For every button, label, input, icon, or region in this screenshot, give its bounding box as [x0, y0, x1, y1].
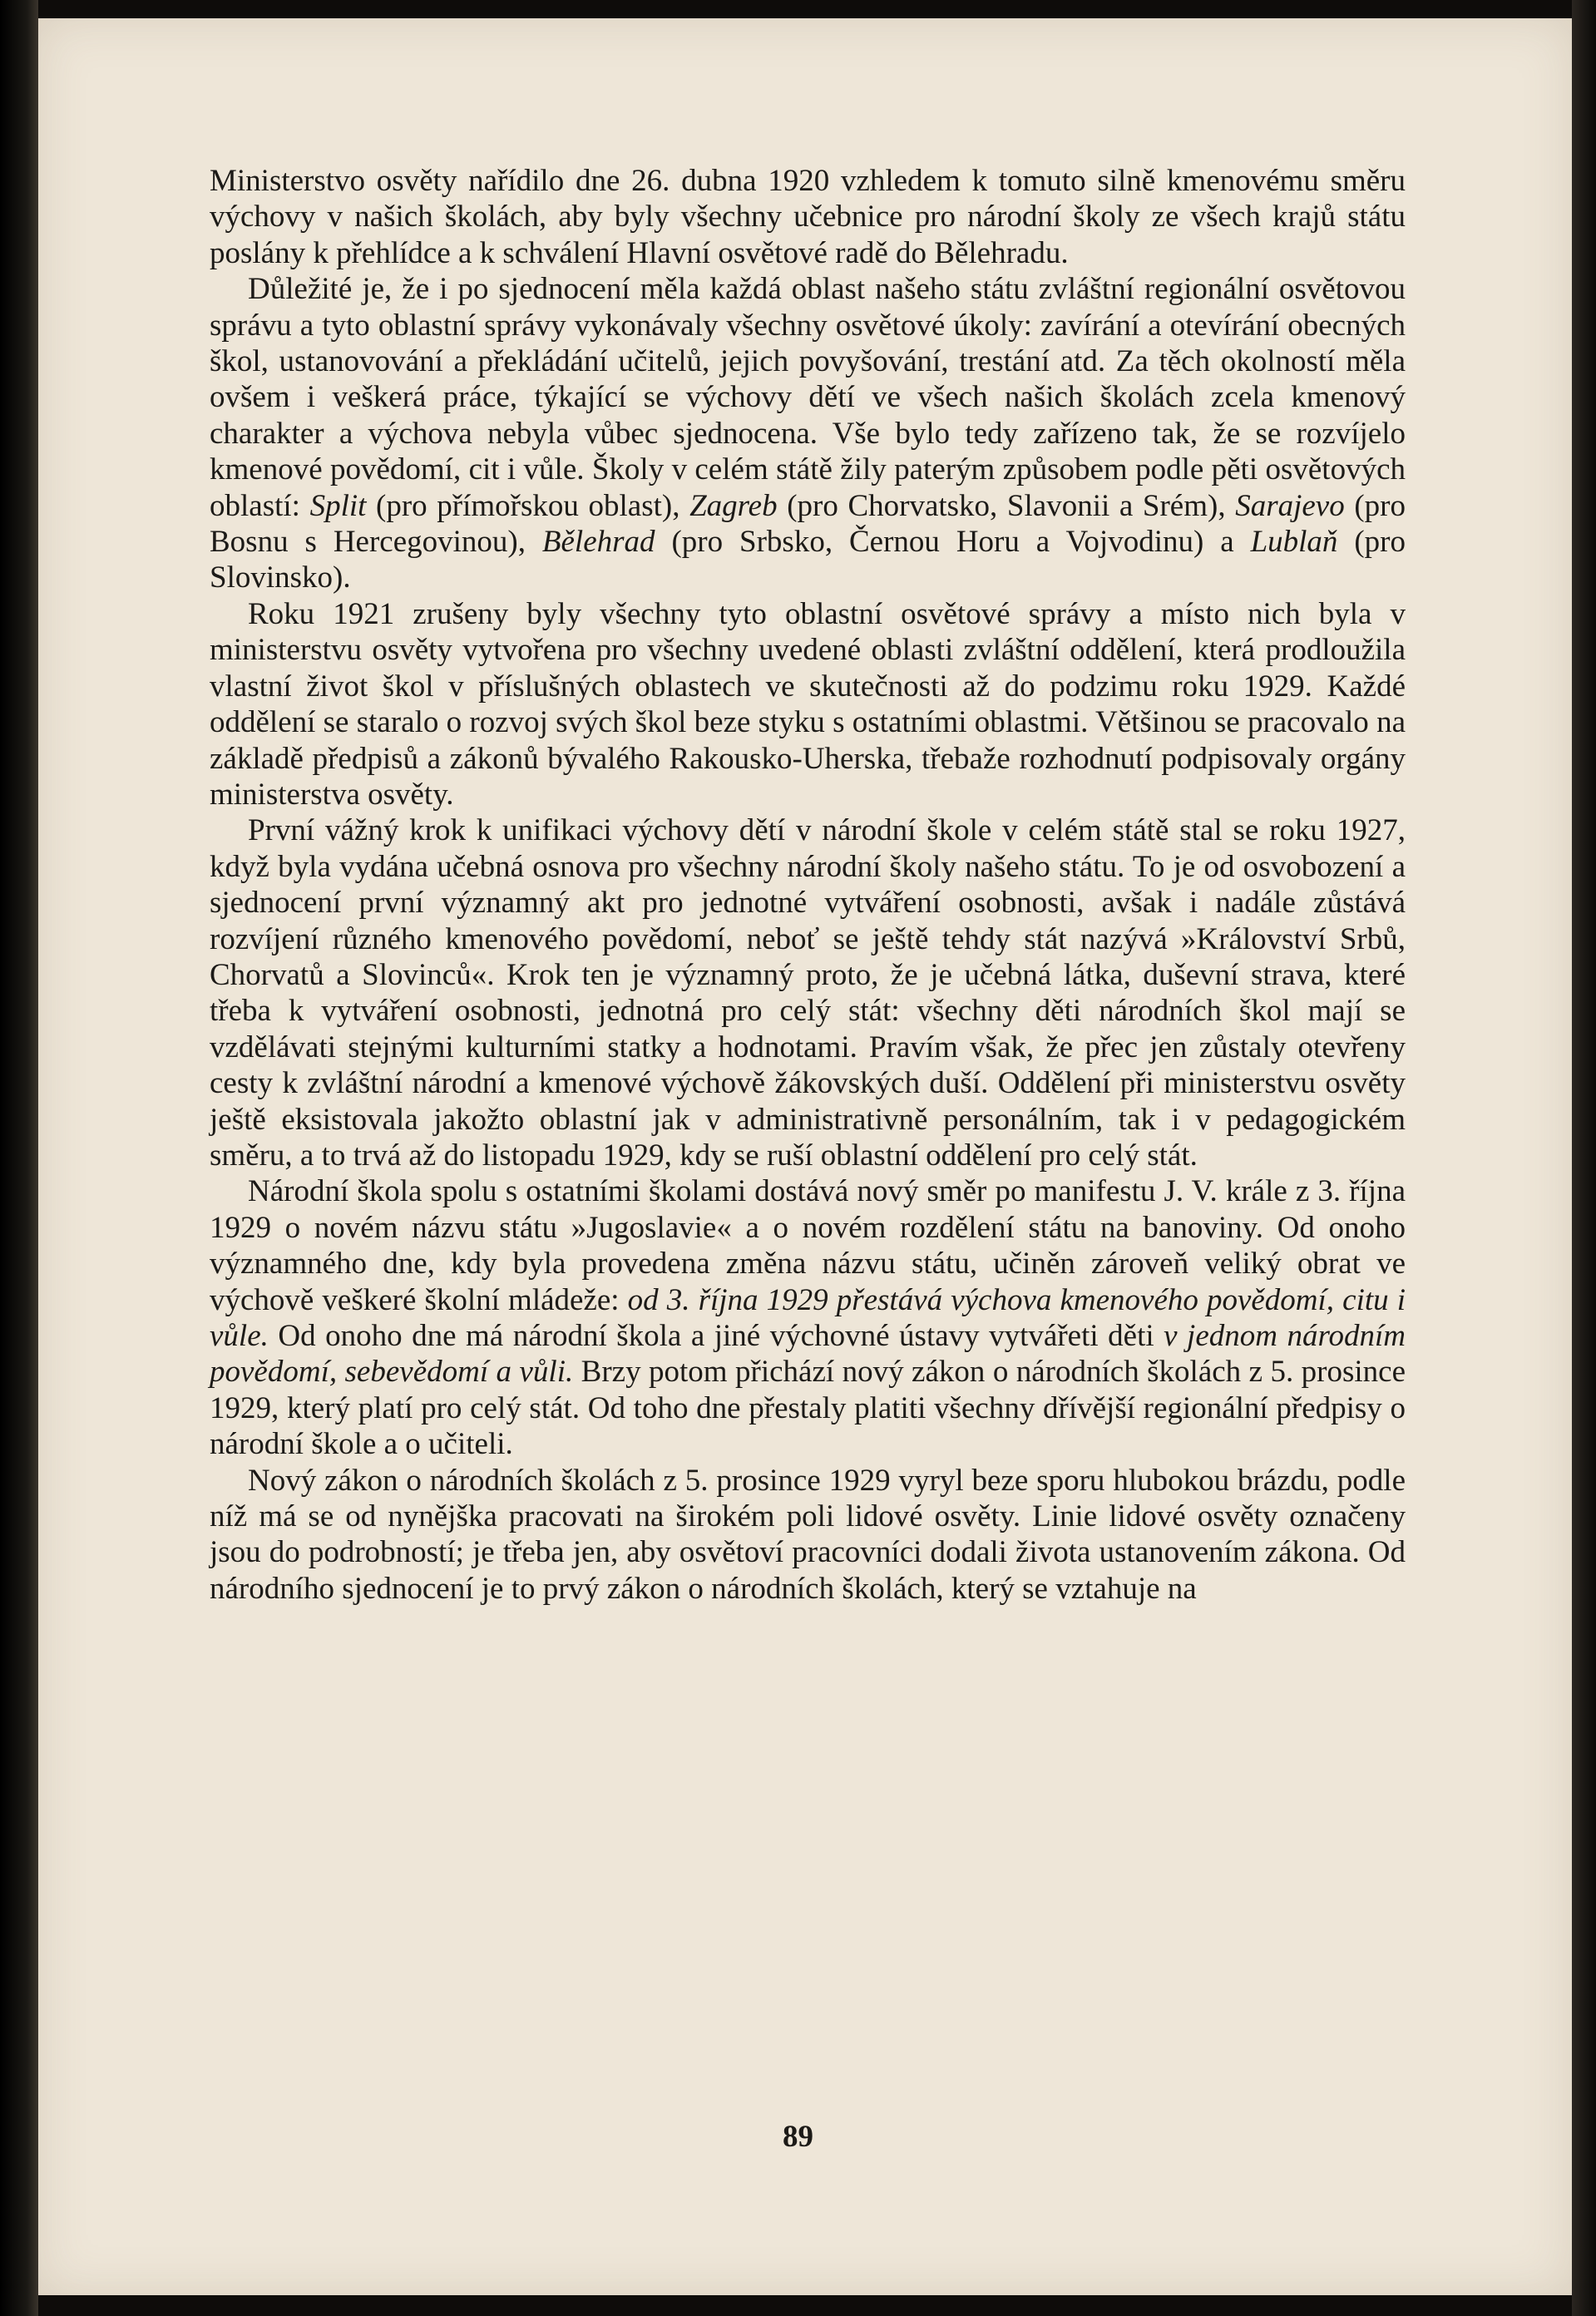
paragraph: [210, 271, 1406, 596]
text-run: (pro Chorvatsko, Slavonii a Srém),: [777, 488, 1236, 523]
text-run: Od onoho dne má národní škola a jiné výchovné ústavy vytvářeti děti: [268, 1319, 1164, 1353]
emphasized-text: Split: [309, 488, 367, 523]
body-text: [210, 163, 1406, 1607]
text-run: Ministerstvo osvěty nařídilo dne 26. dubna 1920 vzhledem k tomuto silně kmenovému směru výchovy v našich školách, aby byly všechny učebnice pro národní školy ze všech krajů státu poslány k přehlídce a k schválení Hlavní osvětové radě do Bělehradu.: [210, 164, 1406, 270]
emphasized-text: Lublaň: [1250, 525, 1338, 560]
text-run: (pro Bosnu s Hercegovinou),: [210, 488, 1406, 560]
text-run: Nový zákon o národních školách z 5. prosince 1929 vyryl beze sporu hlubokou brázdu, podle níž má se od nynějška pracovati na širokém poli lidové osvěty. Linie lidové osvěty označeny jsou do podrobností; je třeba jen, aby osvětoví pracovníci dodali života ustanovením zákona. Od národního sjednocení je to prvý zákon o národních školách, který se vztahuje na: [210, 1463, 1406, 1606]
text-run: Brzy potom přichází nový zákon o národních školách z 5. prosince 1929, který platí pro celý stát. Od toho dne přestaly platiti všechny dřívější regionální předpisy o národní škole a o učiteli.: [210, 1355, 1406, 1462]
paragraph: [210, 812, 1406, 1173]
paragraph: [210, 163, 1406, 271]
emphasized-text: v jednom národním povědomí, sebevědomí a vůli.: [210, 1319, 1406, 1390]
text-run: Národní škola spolu s ostatními školami dostává nový směr po manifestu J. V. krále z 3. října 1929 o novém názvu státu »Jugoslavie« a o novém rozdělení státu na banoviny. Od onoho významného dne, kdy byla provedena změna názvu státu, učiněn zároveň veliký obrat ve výchově veškeré školní mládeže:: [210, 1174, 1406, 1317]
paragraph: [210, 1463, 1406, 1607]
text-run: První vážný krok k unifikaci výchovy dětí v národní škole v celém státě stal se roku 1927, když byla vydána učebná osnova pro všechny národní školy našeho státu. To je od osvobození a sjednocení první významný akt pro jednotné vytváření osobnosti, avšak i nadále zůstává rozvíjení různého kmenového povědomí, neboť se ještě tehdy stát nazývá »Království Srbů, Chorvatů a Slovinců«. Krok ten je významný proto, že je učebná látka, duševní strava, které třeba k vytváření osobnosti, jednotná pro celý stát: všechny děti národních škol mají se vzdělávati stejnými kulturními statky a hodnotami. Pravím však, že přec jen zůstaly otevřeny cesty k zvláštní národní a kmenové výchově žákovských duší. Oddělení při ministerstvu osvěty ještě eksistovala jakožto oblastní jak v administrativně personálním, tak i v pedagogickém směru, a to trvá až do listopadu 1929, kdy se ruší oblastní oddělení pro celý stát.: [210, 813, 1406, 1173]
paragraph: [210, 1173, 1406, 1462]
emphasized-text: Zagreb: [689, 488, 778, 523]
emphasized-text: od 3. října 1929 přestává výchova kmenového povědomí, citu i vůle.: [210, 1282, 1406, 1353]
page-right-edge: [1572, 0, 1596, 2316]
paragraph: [210, 596, 1406, 812]
emphasized-text: Sarajevo: [1235, 488, 1345, 523]
book-binding-edge: [0, 0, 38, 2316]
text-run: (pro Srbsko, Černou Horu a Vojvodinu) a: [655, 525, 1251, 560]
text-run: (pro přímořskou oblast),: [366, 488, 690, 523]
emphasized-text: Bělehrad: [541, 525, 655, 560]
text-run: (pro Slovinsko).: [210, 525, 1406, 595]
text-run: Roku 1921 zrušeny byly všechny tyto oblastní osvětové správy a místo nich byla v ministerstvu osvěty vytvořena pro všechny uvedené oblasti zvláštní oddělení, která prodloužila vlastní život škol v příslušných oblastech ve skutečnosti až do podzimu roku 1929. Každé oddělení se staralo o rozvoj svých škol beze styku s ostatními oblastmi. Většinou se pracovalo na základě předpisů a zákonů bývalého Rakousko-Uherska, třebaže rozhodnutí podpisovaly orgány ministerstva osvěty.: [210, 596, 1406, 812]
text-run: Důležité je, že i po sjednocení měla každá oblast našeho státu zvláštní regionální osvětovou správu a tyto oblastní správy vykonávaly všechny osvětové úkoly: zavírání a otevírání obecných škol, ustanovování a překládání učitelů, jejich povyšování, trestání atd. Za těch okolností měla ovšem i veškerá práce, týkající se výchovy dětí ve všech našich školách zcela kmenový charakter a výchova nebyla vůbec sjednocena. Vše bylo tedy zařízeno tak, že se rozvíjelo kmenové povědomí, cit i vůle. Školy v celém státě žily paterým způsobem podle pěti osvětových oblastí:: [210, 272, 1406, 523]
page-number: 89: [783, 2120, 813, 2154]
